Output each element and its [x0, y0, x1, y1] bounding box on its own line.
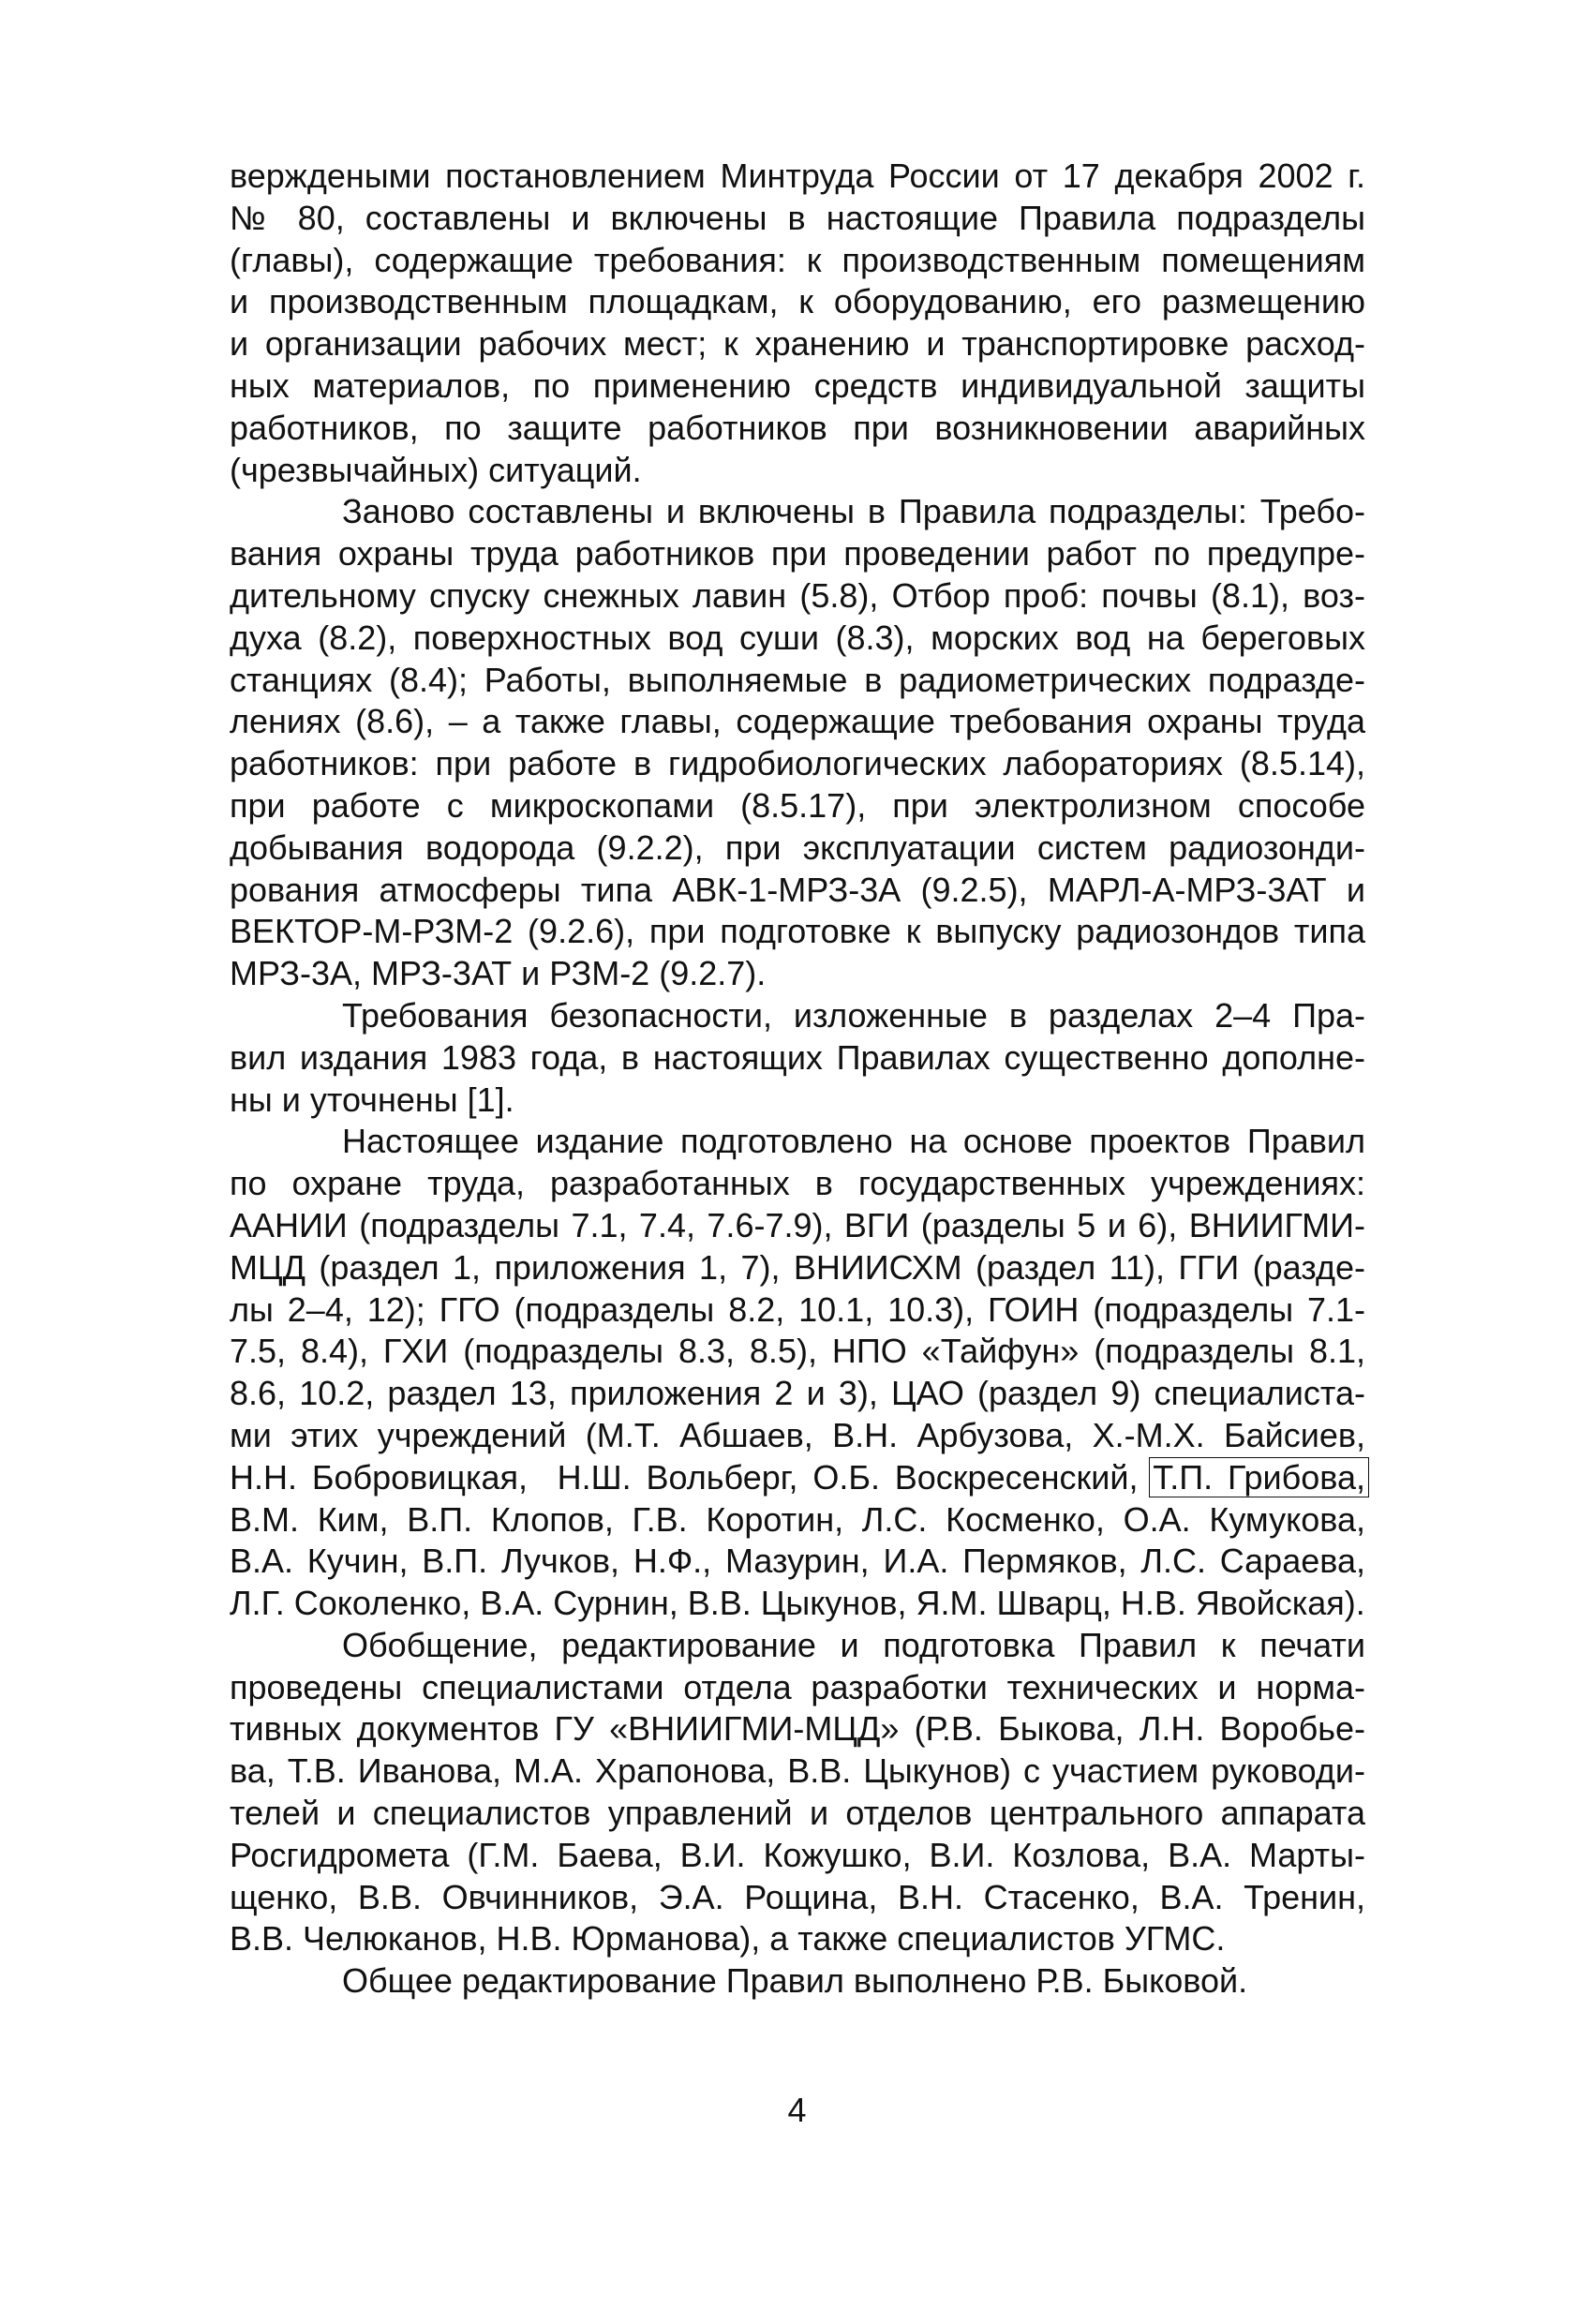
text-line: ми этих учреждений (М.Т. Абшаев, В.Н. Арбузова, Х.-М.Х. Байсиев,: [230, 1415, 1365, 1454]
text-line: 7.5, 8.4), ГХИ (подразделы 8.3, 8.5), НПО «Тайфун» (подразделы 8.1,: [230, 1332, 1365, 1371]
text-line: Настоящее издание подготовлено на основе проектов Правил: [342, 1122, 1365, 1161]
text-line: № 80, составлены и включены в настоящие Правила подразделы: [230, 198, 1365, 237]
text-line-with-boxed-name: [230, 1457, 1365, 1499]
text-line: В.В. Челюканов, Н.В. Юрманова), а также специалистов УГМС.: [230, 1919, 1226, 1959]
text-line: Заново составлены и включены в Правила подразделы: Требо-: [342, 492, 1365, 531]
text-line: ва, Т.В. Иванова, М.А. Храпонова, В.В. Цыкунов) с участием руководи-: [230, 1751, 1365, 1791]
text-line: и организации рабочих мест; к хранению и транспортировке расход-: [230, 324, 1365, 364]
text-line: и производственным площадкам, к оборудованию, его размещению: [230, 282, 1365, 321]
text-line: (главы), содержащие требования: к производственным помещениям: [230, 240, 1365, 279]
boxed-name-highlight: Т.П. Грибова,: [1149, 1457, 1369, 1497]
text-line: ны и уточнены [1].: [230, 1080, 514, 1119]
text-line: ВЕКТОР-М-РЗМ-2 (9.2.6), при подготовке к выпуску радиозондов типа: [230, 912, 1365, 951]
text-line: лениях (8.6), – а также главы, содержащие требования охраны труда: [230, 702, 1365, 741]
text-line: проведены специалистами отдела разработки технических и норма-: [230, 1667, 1365, 1706]
text-line: ААНИИ (подразделы 7.1, 7.4, 7.6-7.9), ВГИ (разделы 5 и 6), ВНИИГМИ-: [230, 1205, 1365, 1244]
text-line: тивных документов ГУ «ВНИИГМИ-МЦД» (Р.В. Быкова, Л.Н. Воробье-: [230, 1709, 1365, 1749]
text-line: по охране труда, разработанных в государственных учреждениях:: [230, 1164, 1365, 1203]
text-line: Требования безопасности, изложенные в разделах 2–4 Пра-: [342, 995, 1365, 1035]
paragraph-1: [230, 156, 1365, 491]
text-line-segment: Н.Н. Бобровицкая, Н.Ш. Вольберг, О.Б. Воскресенский,: [230, 1457, 1139, 1497]
text-line: МЦД (раздел 1, приложения 1, 7), ВНИИСХМ (раздел 11), ГГИ (разде-: [230, 1247, 1365, 1287]
text-line: духа (8.2), поверхностных вод суши (8.3), морских вод на береговых: [230, 618, 1365, 657]
text-line: Обобщение, редактирование и подготовка Правил к печати: [342, 1625, 1365, 1664]
text-line: телей и специалистов управлений и отделов центрального аппарата: [230, 1794, 1365, 1833]
text-line: рования атмосферы типа АВК-1-МРЗ-3А (9.2.5), МАРЛ-А-МРЗ-3АТ и: [230, 870, 1365, 909]
text-line: при работе с микроскопами (8.5.17), при электролизном способе: [230, 785, 1365, 825]
paragraph-5: [230, 1625, 1365, 1960]
text-line: Общее редактирование Правил выполнено Р.В. Быковой.: [342, 1961, 1248, 2001]
text-line: работников: при работе в гидробиологических лабораториях (8.5.14),: [230, 744, 1365, 783]
text-line: вания охраны труда работников при проведении работ по предупре-: [230, 534, 1365, 574]
text-line: добывания водорода (9.2.2), при эксплуатации систем радиозонди-: [230, 827, 1365, 867]
text-line: В.М. Ким, В.П. Клопов, Г.В. Коротин, Л.С. Косменко, О.А. Кумукова,: [230, 1499, 1365, 1539]
paragraph-3: [230, 995, 1365, 1121]
paragraph-4: [230, 1121, 1365, 1625]
text-line: МРЗ-3А, МРЗ-3АТ и РЗМ-2 (9.2.7).: [230, 954, 767, 993]
paragraph-2: [230, 491, 1365, 995]
page-number: 4: [787, 2091, 807, 2129]
text-line: лы 2–4, 12); ГГО (подразделы 8.2, 10.1, 10.3), ГОИН (подразделы 7.1-: [230, 1289, 1365, 1329]
text-line: верждеными постановлением Минтруда России от 17 декабря 2002 г.: [230, 156, 1365, 195]
text-line: щенко, В.В. Овчинников, Э.А. Рощина, В.Н. Стасенко, В.А. Тренин,: [230, 1877, 1365, 1916]
text-line: ных материалов, по применению средств индивидуальной защиты: [230, 365, 1365, 405]
text-line: Росгидромета (Г.М. Баева, В.И. Кожушко, В.И. Козлова, В.А. Марты-: [230, 1835, 1365, 1874]
document-body: [230, 156, 1365, 2003]
text-line: В.А. Кучин, В.П. Лучков, Н.Ф., Мазурин, И.А. Пермяков, Л.С. Сараева,: [230, 1542, 1365, 1581]
text-line: 8.6, 10.2, раздел 13, приложения 2 и 3), ЦАО (раздел 9) специалиста-: [230, 1374, 1365, 1413]
text-line: (чрезвычайных) ситуаций.: [230, 450, 642, 489]
text-line: дительному спуску снежных лавин (5.8), Отбор проб: почвы (8.1), воз-: [230, 575, 1365, 615]
paragraph-6: [230, 1960, 1365, 2003]
text-line: станциях (8.4); Работы, выполняемые в радиометрических подразде-: [230, 660, 1365, 699]
text-line: работников, по защите работников при возникновении аварийных: [230, 408, 1365, 447]
text-line: вил издания 1983 года, в настоящих Правилах существенно дополне-: [230, 1037, 1365, 1077]
text-line: Л.Г. Соколенко, В.А. Сурнин, В.В. Цыкунов, Я.М. Шварц, Н.В. Явойская).: [230, 1584, 1365, 1623]
